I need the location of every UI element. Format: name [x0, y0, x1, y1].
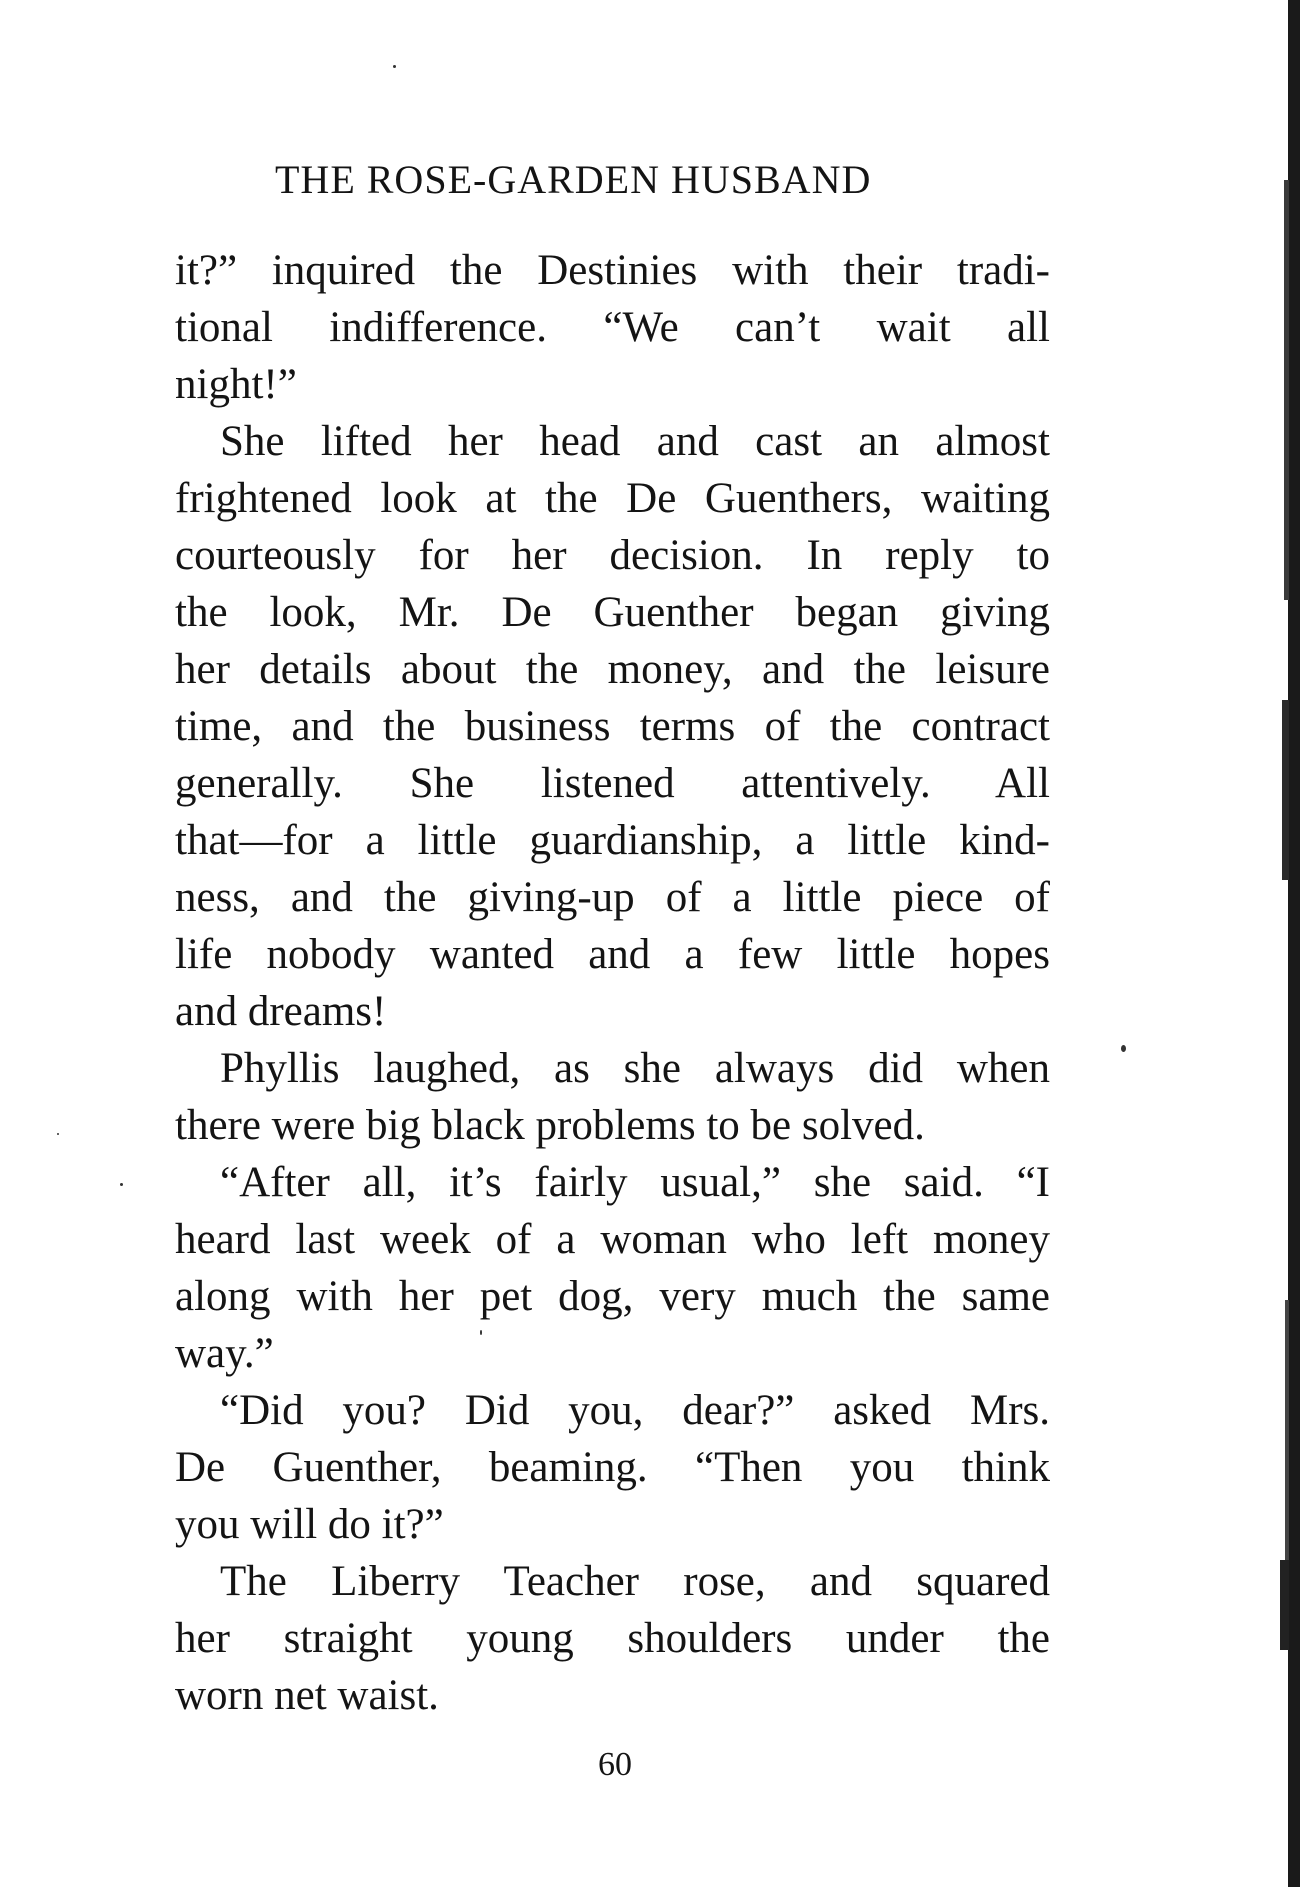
text-line: Phyllis laughed, as she always did when — [220, 1045, 1050, 1092]
text-line: you will do it?” — [175, 1501, 444, 1548]
text-line: and dreams! — [175, 988, 387, 1035]
text-line: “After all, it’s fairly usual,” she said. “I — [220, 1159, 1050, 1206]
text-line: heard last week of a woman who left money — [175, 1216, 1050, 1263]
text-line: it?” inquired the Destinies with their tradi- — [175, 247, 1050, 294]
scan-speck — [120, 1183, 123, 1186]
text-line: The Liberry Teacher rose, and squared — [220, 1558, 1050, 1605]
body-text — [175, 242, 1050, 1724]
scan-speck — [1121, 1045, 1126, 1052]
page-number: 60 — [598, 1746, 632, 1783]
text-line: that—for a little guardianship, a little kind- — [175, 817, 1050, 864]
text-line: “Did you? Did you, dear?” asked Mrs. — [220, 1387, 1050, 1434]
text-line: there were big black problems to be solved. — [175, 1102, 925, 1149]
text-line: way.” — [175, 1330, 274, 1377]
scan-speck — [57, 1133, 59, 1135]
text-line: worn net waist. — [175, 1672, 439, 1719]
running-head: THE ROSE-GARDEN HUSBAND — [275, 157, 872, 202]
text-line: frightened look at the De Guenthers, waiting — [175, 475, 1050, 522]
text-line: her straight young shoulders under the — [175, 1615, 1050, 1662]
text-line: her details about the money, and the leisure — [175, 646, 1050, 693]
text-line: the look, Mr. De Guenther began giving — [175, 589, 1050, 636]
text-line: time, and the business terms of the contract — [175, 703, 1050, 750]
text-line: life nobody wanted and a few little hopes — [175, 931, 1050, 978]
text-line: De Guenther, beaming. “Then you think — [175, 1444, 1050, 1491]
text-line: night!” — [175, 361, 297, 408]
text-line: She lifted her head and cast an almost — [220, 418, 1050, 465]
text-line: tional indifference. “We can’t wait all — [175, 304, 1050, 351]
binding-edge-shadow — [1272, 0, 1300, 1887]
scan-speck — [480, 1330, 482, 1335]
text-line: along with her pet dog, very much the same — [175, 1273, 1050, 1320]
text-line: courteously for her decision. In reply to — [175, 532, 1050, 579]
text-line: ness, and the giving-up of a little piece of — [175, 874, 1050, 921]
text-line: generally. She listened attentively. All — [175, 760, 1050, 807]
scan-speck — [393, 65, 396, 68]
